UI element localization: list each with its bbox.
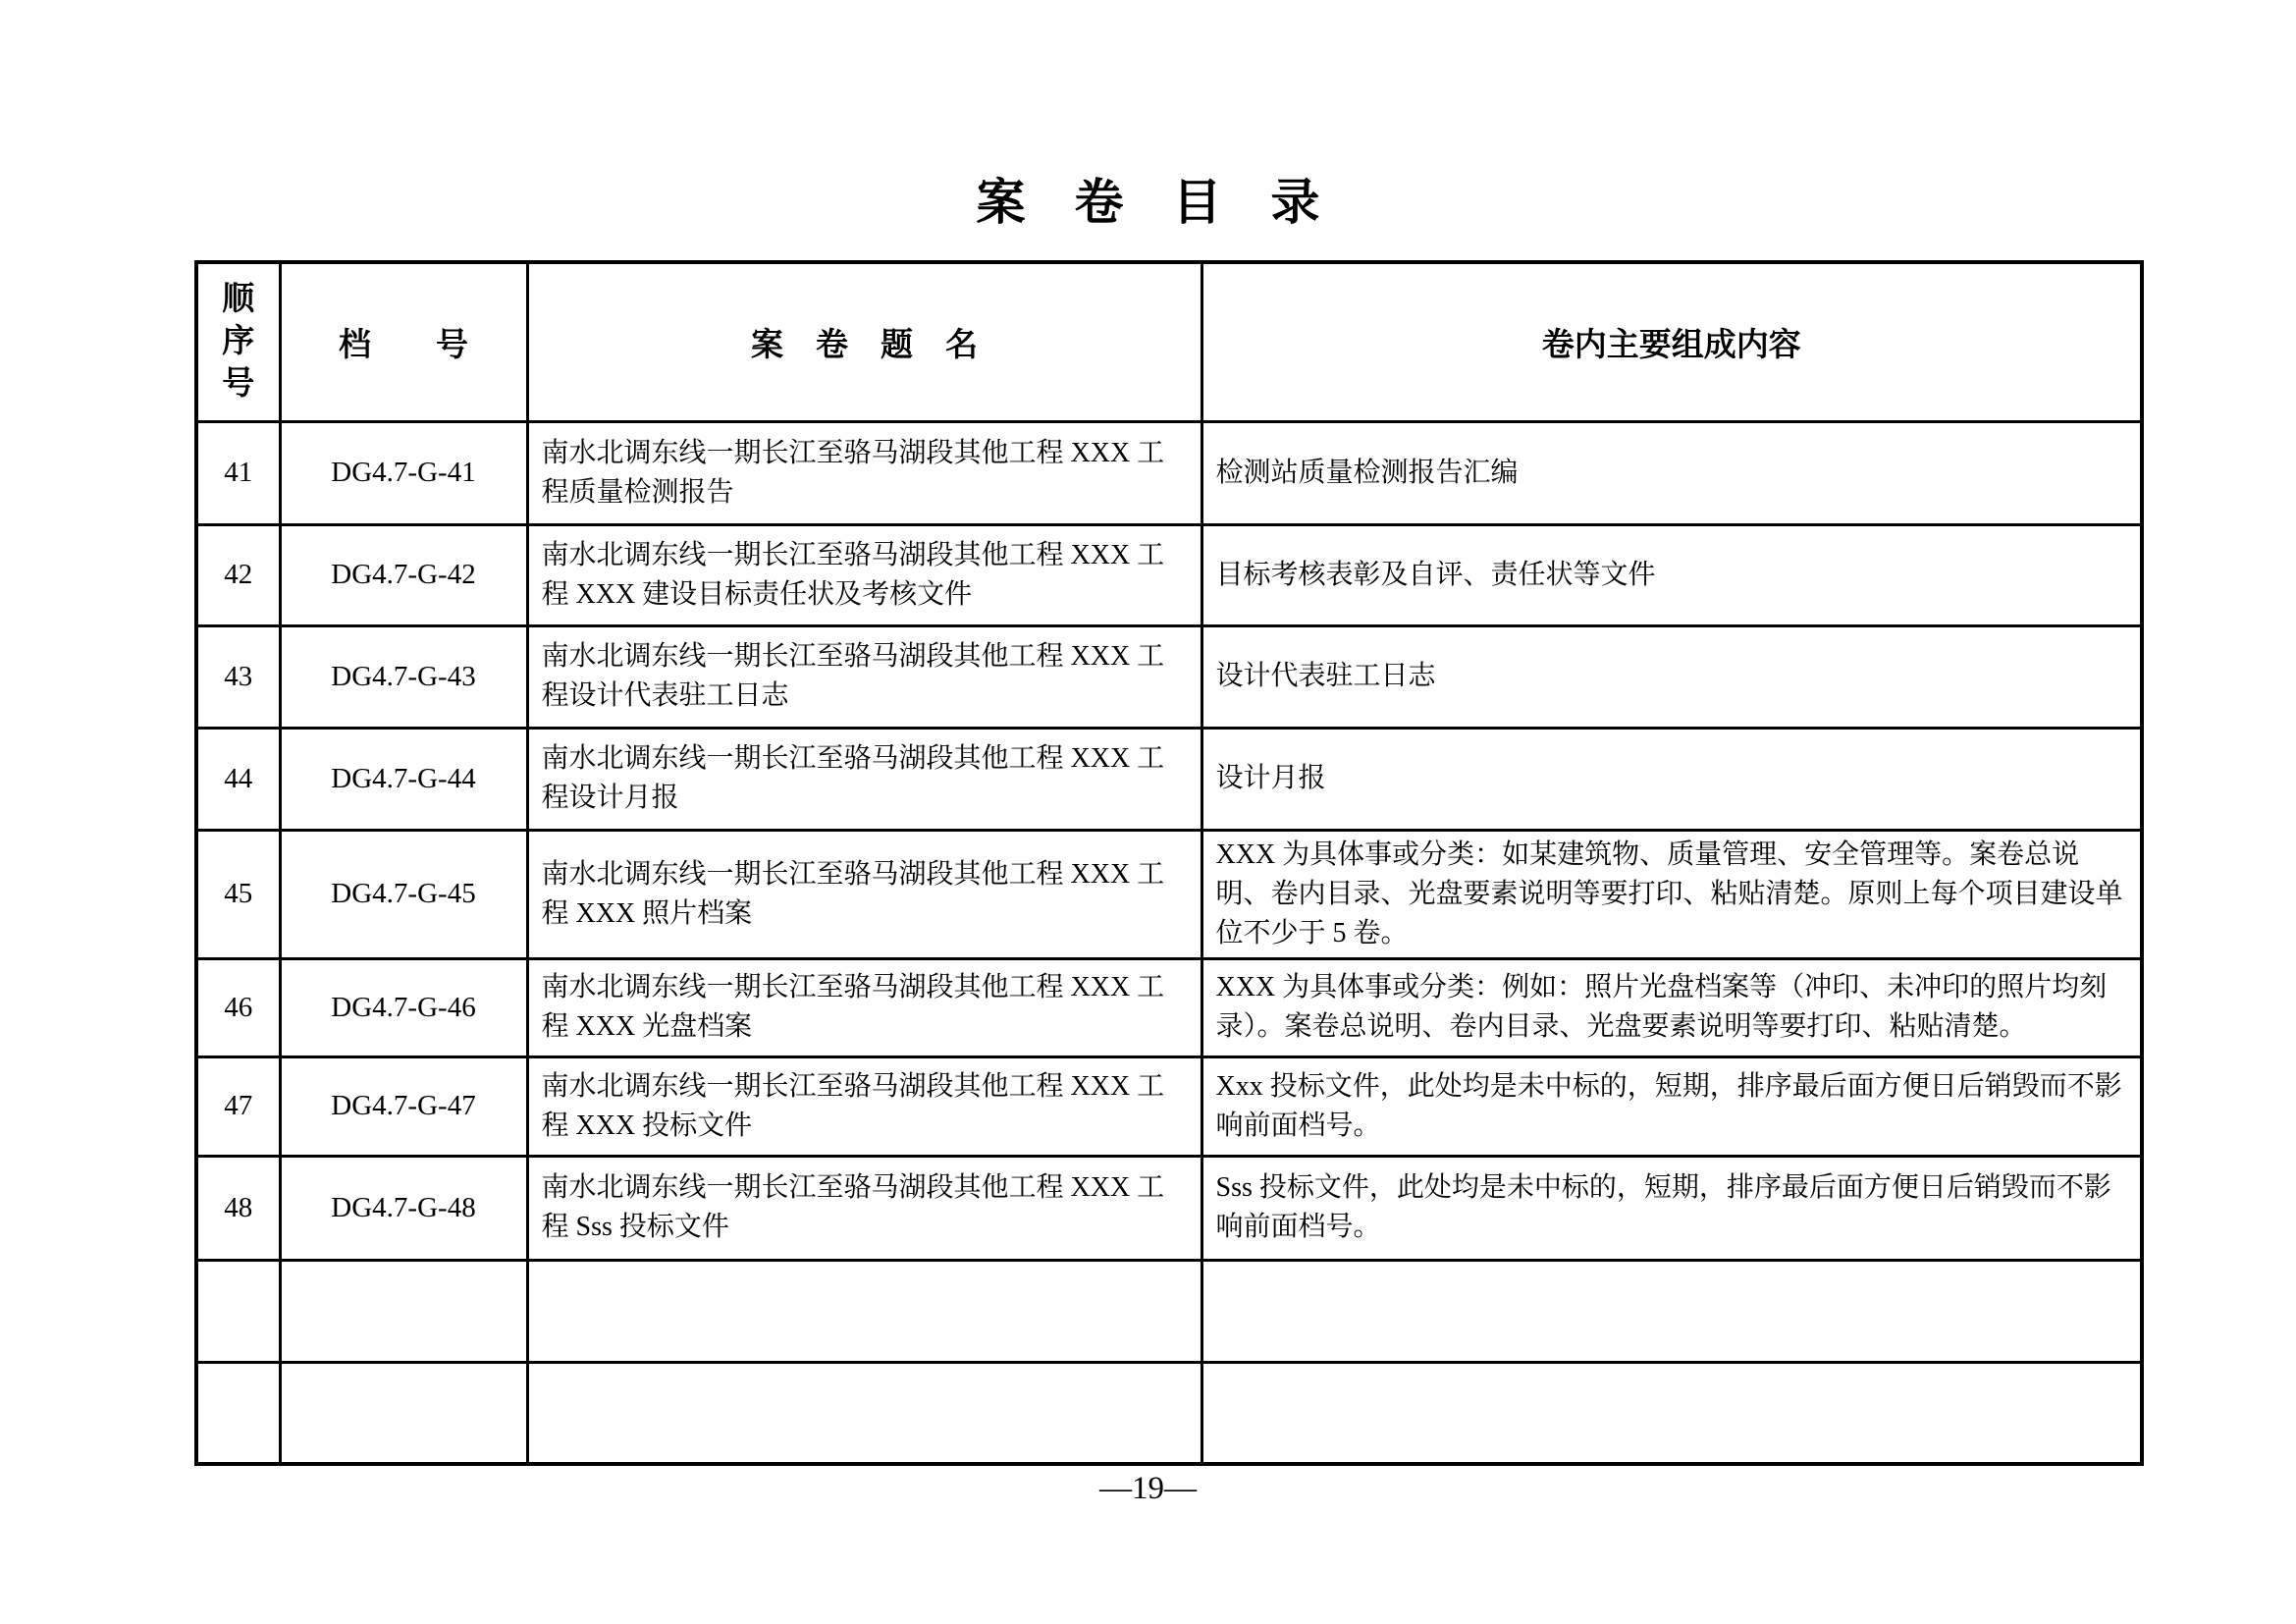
file-number-cell: DG4.7-G-43 [280, 625, 527, 728]
header-sequence-number-label: 顺序号 [222, 281, 255, 402]
table-header-row [196, 262, 2142, 421]
file-number-cell: DG4.7-G-46 [280, 958, 527, 1056]
header-main-contents: 卷内主要组成内容 [1201, 262, 2142, 421]
file-number-cell: DG4.7-G-42 [280, 524, 527, 625]
table-row-empty [196, 1362, 2142, 1464]
volume-title-cell [527, 1362, 1201, 1464]
table-row [196, 1056, 2142, 1156]
header-sequence-number [196, 262, 280, 421]
seq-cell: 44 [196, 728, 280, 830]
seq-cell: 45 [196, 830, 280, 958]
table-row [196, 830, 2142, 958]
file-number-cell: DG4.7-G-44 [280, 728, 527, 830]
volume-title-cell: 南水北调东线一期长江至骆马湖段其他工程 XXX 工程 XXX 光盘档案 [527, 958, 1201, 1056]
contents-cell: XXX 为具体事或分类：如某建筑物、质量管理、安全管理等。案卷总说明、卷内目录、光盘要素说明等要打印、粘贴清楚。原则上每个项目建设单位不少于 5 卷。 [1201, 830, 2142, 958]
page-number: —19— [1099, 1471, 1197, 1506]
contents-cell: 设计代表驻工日志 [1201, 625, 2142, 728]
contents-cell: 设计月报 [1201, 728, 2142, 830]
table-row [196, 1156, 2142, 1260]
volume-title-cell: 南水北调东线一期长江至骆马湖段其他工程 XXX 工程质量检测报告 [527, 421, 1201, 524]
contents-cell [1201, 1260, 2142, 1362]
volume-title-cell: 南水北调东线一期长江至骆马湖段其他工程 XXX 工程 XXX 投标文件 [527, 1056, 1201, 1156]
file-number-cell [280, 1362, 527, 1464]
volume-title-cell: 南水北调东线一期长江至骆马湖段其他工程 XXX 工程 XXX 照片档案 [527, 830, 1201, 958]
table-row [196, 625, 2142, 728]
file-number-cell [280, 1260, 527, 1362]
contents-cell [1201, 1362, 2142, 1464]
seq-cell: 43 [196, 625, 280, 728]
file-number-cell: DG4.7-G-48 [280, 1156, 527, 1260]
seq-cell [196, 1260, 280, 1362]
table-row [196, 958, 2142, 1056]
table-row-empty [196, 1260, 2142, 1362]
table-row [196, 728, 2142, 830]
table-row [196, 524, 2142, 625]
catalog-table [194, 260, 2144, 1466]
table-row [196, 421, 2142, 524]
seq-cell: 41 [196, 421, 280, 524]
contents-cell: Xxx 投标文件，此处均是未中标的，短期，排序最后面方便日后销毁而不影响前面档号。 [1201, 1056, 2142, 1156]
contents-cell: 检测站质量检测报告汇编 [1201, 421, 2142, 524]
contents-cell: 目标考核表彰及自评、责任状等文件 [1201, 524, 2142, 625]
seq-cell: 46 [196, 958, 280, 1056]
volume-title-cell: 南水北调东线一期长江至骆马湖段其他工程 XXX 工程设计代表驻工日志 [527, 625, 1201, 728]
header-file-number: 档 号 [280, 262, 527, 421]
file-number-cell: DG4.7-G-45 [280, 830, 527, 958]
contents-cell: Sss 投标文件，此处均是未中标的，短期，排序最后面方便日后销毁而不影响前面档号。 [1201, 1156, 2142, 1260]
volume-title-cell: 南水北调东线一期长江至骆马湖段其他工程 XXX 工程 Sss 投标文件 [527, 1156, 1201, 1260]
volume-title-cell: 南水北调东线一期长江至骆马湖段其他工程 XXX 工程 XXX 建设目标责任状及考核文件 [527, 524, 1201, 625]
seq-cell [196, 1362, 280, 1464]
seq-cell: 47 [196, 1056, 280, 1156]
seq-cell: 42 [196, 524, 280, 625]
volume-title-cell: 南水北调东线一期长江至骆马湖段其他工程 XXX 工程设计月报 [527, 728, 1201, 830]
header-volume-title: 案 卷 题 名 [527, 262, 1201, 421]
contents-cell: XXX 为具体事或分类：例如：照片光盘档案等（冲印、未冲印的照片均刻录）。案卷总说明、卷内目录、光盘要素说明等要打印、粘贴清楚。 [1201, 958, 2142, 1056]
file-number-cell: DG4.7-G-47 [280, 1056, 527, 1156]
document-title: 案 卷 目 录 [976, 175, 1320, 230]
file-number-cell: DG4.7-G-41 [280, 421, 527, 524]
seq-cell: 48 [196, 1156, 280, 1260]
volume-title-cell [527, 1260, 1201, 1362]
